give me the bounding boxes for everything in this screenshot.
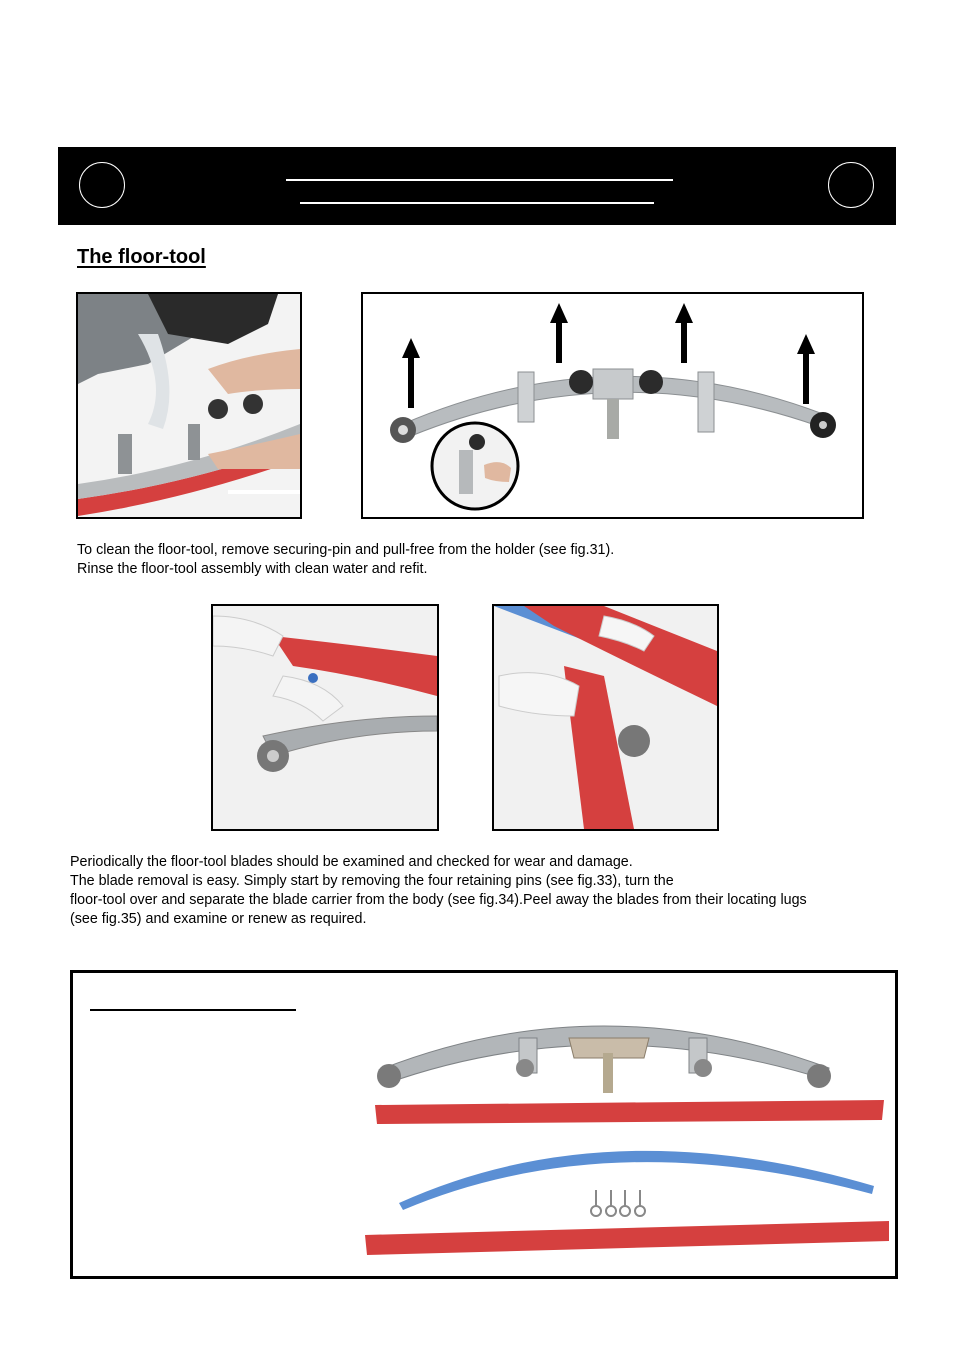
instruction-line: floor-tool over and separate the blade carrier from the body (see fig.34).Peel away the blades from their locating lugs: [70, 892, 807, 908]
header-bar: [58, 147, 896, 225]
header-rule-bottom: [300, 202, 654, 204]
left-header-circle: [79, 162, 125, 208]
photo-floor-tool-arrows: [361, 292, 864, 519]
parts-box: [70, 970, 898, 1279]
photo-retaining-pins: [211, 604, 439, 831]
photo-blade-peeling: [492, 604, 719, 831]
section-title: The floor-tool: [77, 246, 206, 268]
instruction-line: Rinse the floor-tool assembly with clean water and refit.: [77, 561, 428, 577]
instruction-line: To clean the floor-tool, remove securing-pin and pull-free from the holder (see fig.31).: [77, 542, 615, 558]
instruction-line: Periodically the floor-tool blades should be examined and checked for wear and damage.: [70, 854, 633, 870]
up-arrow-icon: [549, 303, 569, 363]
instruction-line: (see fig.35) and examine or renew as required.: [70, 911, 367, 927]
up-arrow-icon: [796, 334, 816, 404]
up-arrow-icon: [401, 338, 421, 408]
up-arrow-icon: [674, 303, 694, 363]
right-header-circle: [828, 162, 874, 208]
header-rule-top: [286, 179, 673, 181]
instruction-paragraph-2: [70, 853, 807, 929]
photo-floor-tool-removal: [76, 292, 302, 519]
magnifier-circle-icon: [429, 420, 521, 512]
instruction-line: The blade removal is easy. Simply start by removing the four retaining pins (see fig.33), turn the: [70, 873, 674, 889]
parts-box-heading-rule: [90, 1009, 296, 1011]
instruction-paragraph-1: [77, 541, 614, 579]
